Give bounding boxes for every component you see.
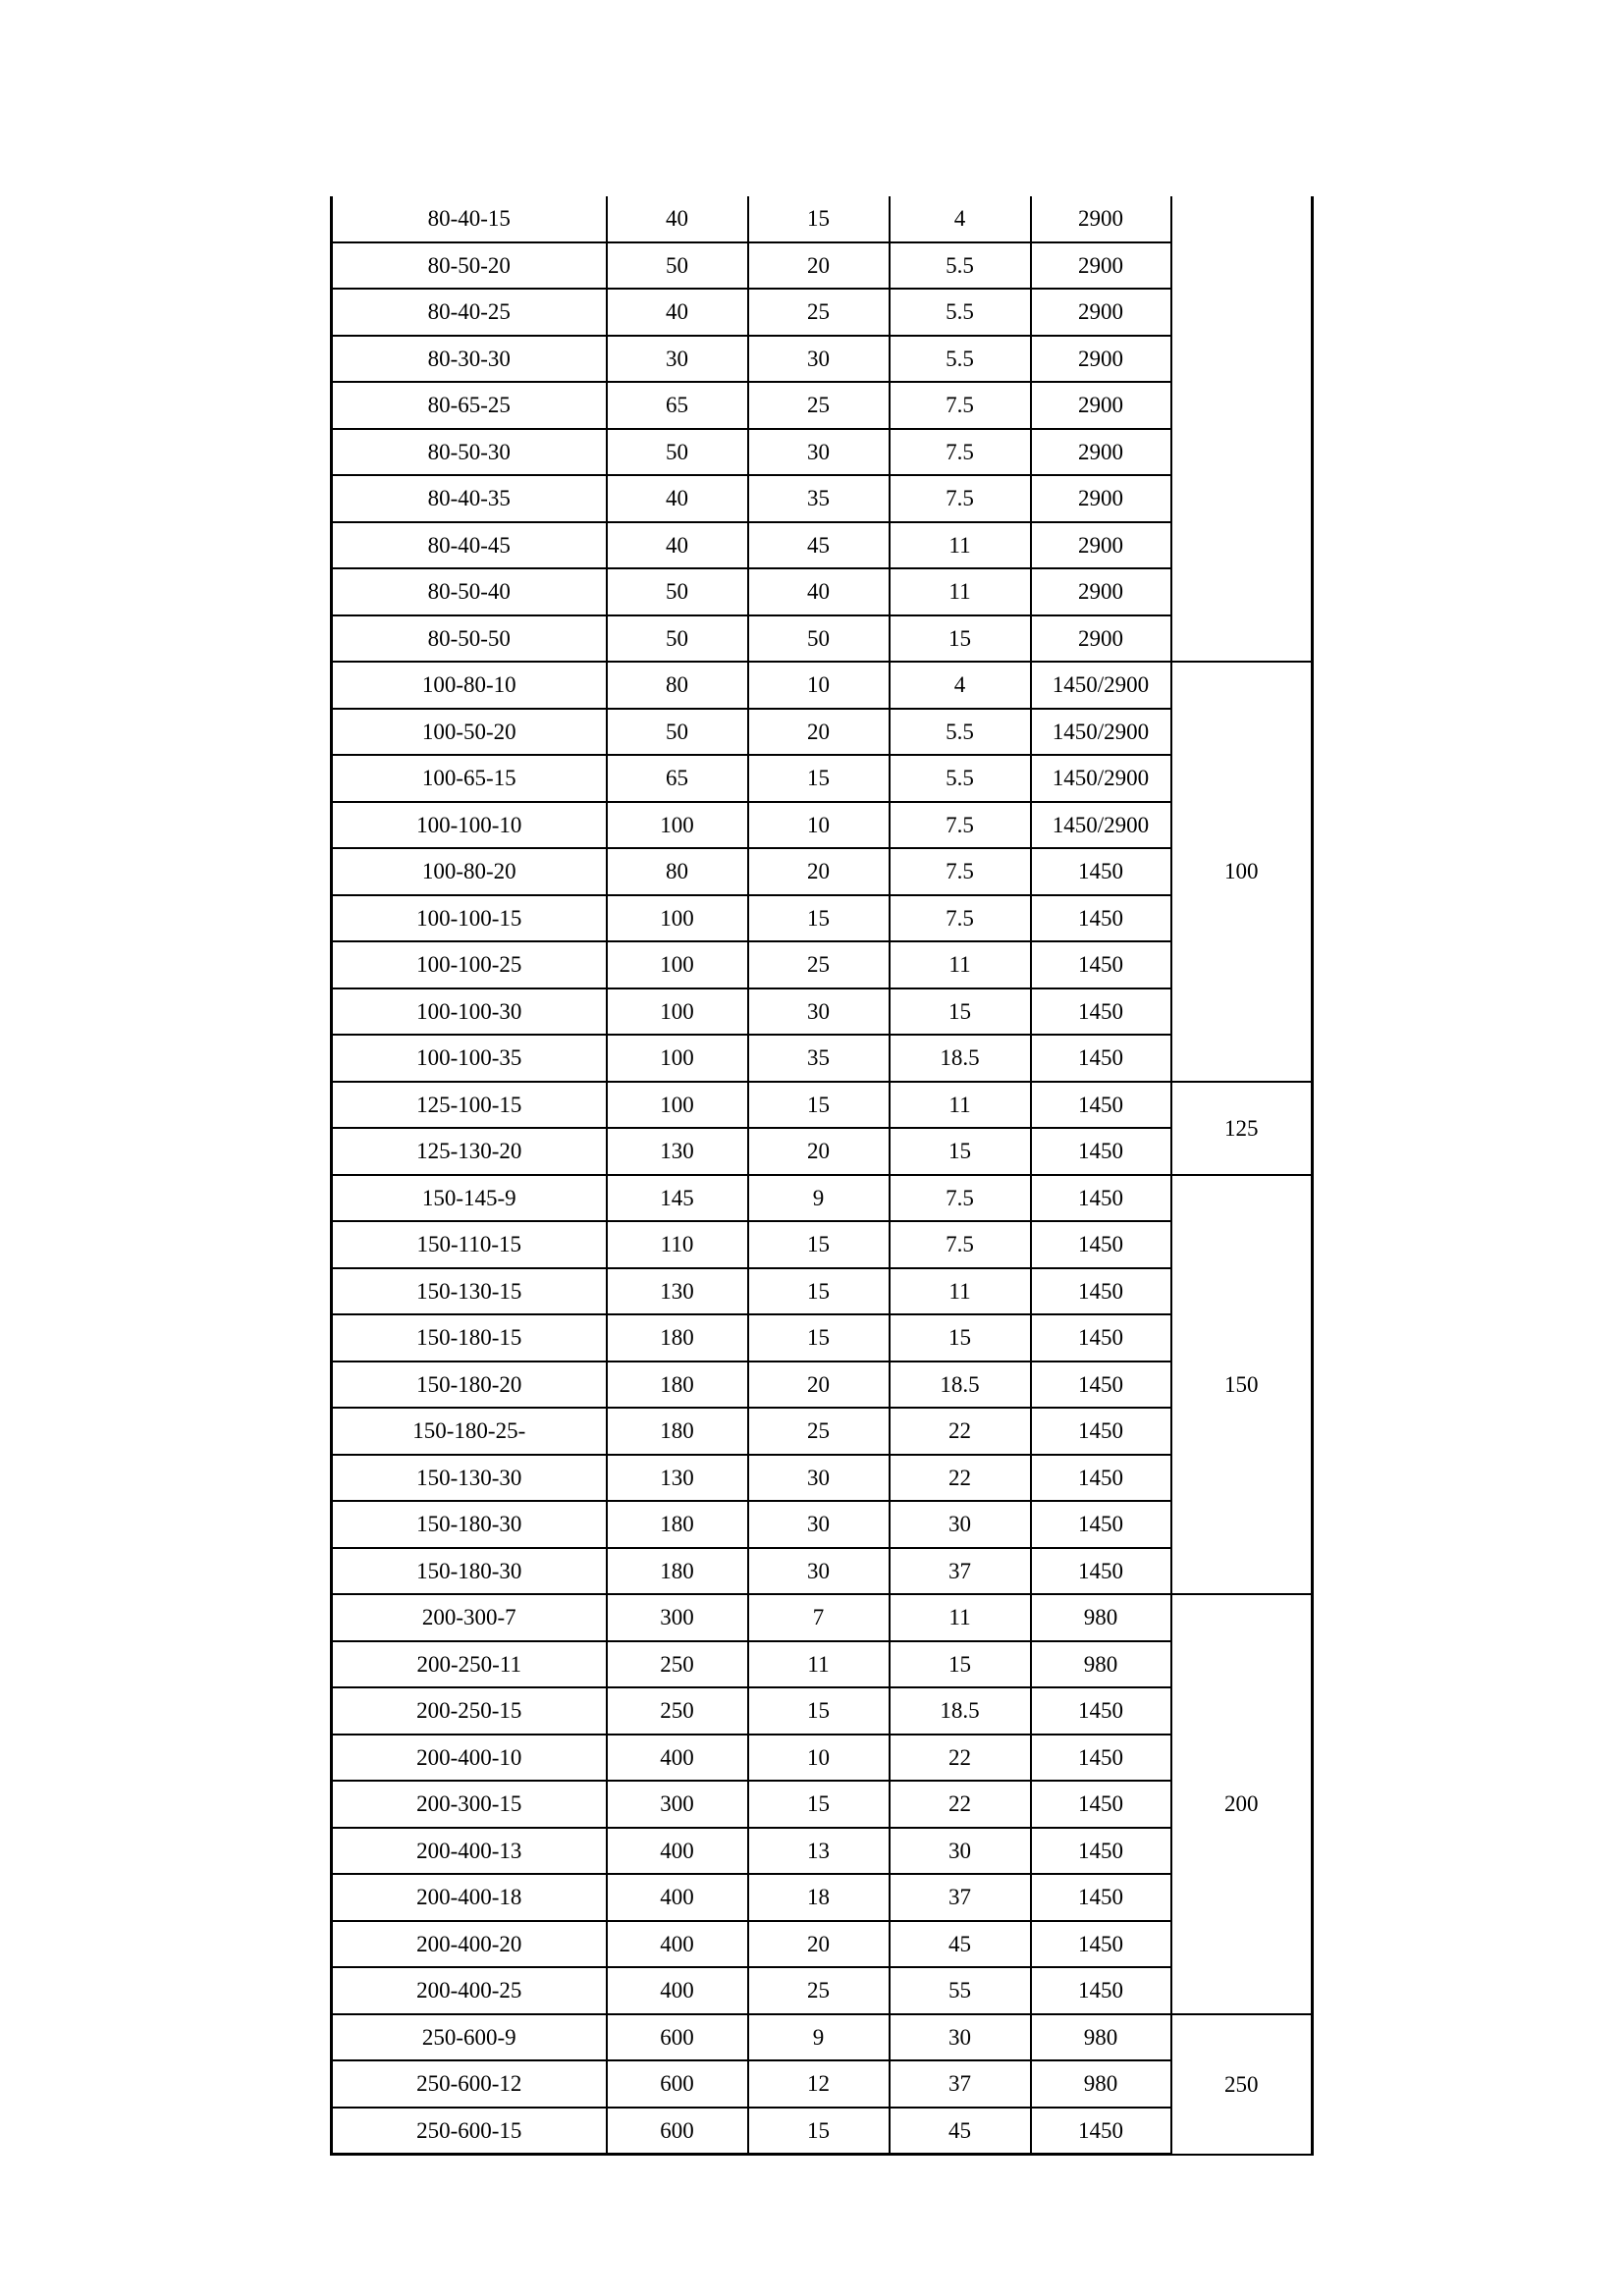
flow-cell: 400 [607, 1921, 748, 1968]
speed-cell: 1450 [1031, 1687, 1171, 1735]
power-cell: 22 [890, 1781, 1031, 1828]
head-cell: 50 [748, 615, 890, 663]
model-cell: 150-180-20 [332, 1362, 607, 1409]
table-row [332, 1548, 1313, 1595]
model-cell: 200-300-7 [332, 1594, 607, 1641]
power-cell: 45 [890, 2108, 1031, 2155]
power-cell: 5.5 [890, 289, 1031, 336]
head-cell: 20 [748, 848, 890, 895]
power-cell: 18.5 [890, 1362, 1031, 1409]
model-cell: 250-600-9 [332, 2014, 607, 2061]
flow-cell: 80 [607, 662, 748, 709]
head-cell: 20 [748, 709, 890, 756]
table-row [332, 1362, 1313, 1409]
flow-cell: 180 [607, 1408, 748, 1455]
table-row [332, 196, 1313, 242]
speed-cell: 1450 [1031, 988, 1171, 1036]
table-row [332, 1967, 1313, 2014]
table-row [332, 242, 1313, 290]
speed-cell: 2900 [1031, 429, 1171, 476]
speed-cell: 1450 [1031, 941, 1171, 988]
table-row [332, 1314, 1313, 1362]
flow-cell: 600 [607, 2060, 748, 2108]
power-cell: 11 [890, 568, 1031, 615]
power-cell: 11 [890, 1268, 1031, 1315]
speed-cell: 2900 [1031, 242, 1171, 290]
pump-spec-table [330, 196, 1314, 2156]
head-cell: 25 [748, 941, 890, 988]
table-row [332, 1735, 1313, 1782]
flow-cell: 600 [607, 2108, 748, 2155]
model-cell: 150-180-30 [332, 1548, 607, 1595]
speed-cell: 1450 [1031, 1362, 1171, 1409]
speed-cell: 1450 [1031, 1501, 1171, 1548]
flow-cell: 180 [607, 1362, 748, 1409]
head-cell: 9 [748, 2014, 890, 2061]
table-row [332, 475, 1313, 522]
flow-cell: 100 [607, 1082, 748, 1129]
flow-cell: 400 [607, 1735, 748, 1782]
speed-cell: 1450 [1031, 1548, 1171, 1595]
speed-cell: 1450 [1031, 848, 1171, 895]
caliber-group-cell: 100 [1171, 662, 1313, 1082]
head-cell: 7 [748, 1594, 890, 1641]
power-cell: 7.5 [890, 802, 1031, 849]
table-row [332, 382, 1313, 429]
table-row [332, 802, 1313, 849]
model-cell: 100-100-30 [332, 988, 607, 1036]
flow-cell: 40 [607, 289, 748, 336]
speed-cell: 980 [1031, 1594, 1171, 1641]
flow-cell: 600 [607, 2014, 748, 2061]
head-cell: 30 [748, 1548, 890, 1595]
speed-cell: 2900 [1031, 289, 1171, 336]
model-cell: 150-180-30 [332, 1501, 607, 1548]
model-cell: 100-100-15 [332, 895, 607, 942]
flow-cell: 130 [607, 1455, 748, 1502]
model-cell: 200-400-25 [332, 1967, 607, 2014]
power-cell: 5.5 [890, 336, 1031, 383]
power-cell: 45 [890, 1921, 1031, 1968]
head-cell: 15 [748, 2108, 890, 2155]
model-cell: 125-130-20 [332, 1128, 607, 1175]
table-row [332, 941, 1313, 988]
power-cell: 22 [890, 1735, 1031, 1782]
table-row [332, 1221, 1313, 1268]
table-row [332, 429, 1313, 476]
table-row [332, 662, 1313, 709]
model-cell: 200-250-11 [332, 1641, 607, 1688]
speed-cell: 1450 [1031, 1268, 1171, 1315]
power-cell: 11 [890, 522, 1031, 569]
flow-cell: 50 [607, 568, 748, 615]
table-row [332, 988, 1313, 1036]
head-cell: 30 [748, 1501, 890, 1548]
flow-cell: 300 [607, 1594, 748, 1641]
power-cell: 37 [890, 2060, 1031, 2108]
speed-cell: 1450 [1031, 1828, 1171, 1875]
speed-cell: 2900 [1031, 196, 1171, 242]
model-cell: 150-130-15 [332, 1268, 607, 1315]
flow-cell: 130 [607, 1268, 748, 1315]
table-row [332, 1501, 1313, 1548]
flow-cell: 50 [607, 242, 748, 290]
table-row [332, 2014, 1313, 2061]
power-cell: 11 [890, 1082, 1031, 1129]
table-row [332, 1641, 1313, 1688]
model-cell: 125-100-15 [332, 1082, 607, 1129]
head-cell: 20 [748, 1128, 890, 1175]
table-row [332, 2108, 1313, 2155]
flow-cell: 180 [607, 1501, 748, 1548]
table-row [332, 895, 1313, 942]
flow-cell: 100 [607, 988, 748, 1036]
caliber-group-cell: 250 [1171, 2014, 1313, 2155]
model-cell: 100-100-35 [332, 1035, 607, 1082]
model-cell: 150-180-15 [332, 1314, 607, 1362]
head-cell: 45 [748, 522, 890, 569]
flow-cell: 145 [607, 1175, 748, 1222]
model-cell: 200-400-20 [332, 1921, 607, 1968]
speed-cell: 980 [1031, 2060, 1171, 2108]
flow-cell: 40 [607, 196, 748, 242]
flow-cell: 250 [607, 1687, 748, 1735]
model-cell: 80-50-30 [332, 429, 607, 476]
model-cell: 80-50-20 [332, 242, 607, 290]
speed-cell: 1450 [1031, 1314, 1171, 1362]
speed-cell: 1450/2900 [1031, 662, 1171, 709]
head-cell: 11 [748, 1641, 890, 1688]
head-cell: 15 [748, 1221, 890, 1268]
speed-cell: 2900 [1031, 615, 1171, 663]
flow-cell: 180 [607, 1548, 748, 1595]
table-row [332, 1594, 1313, 1641]
flow-cell: 50 [607, 429, 748, 476]
power-cell: 15 [890, 615, 1031, 663]
table-row [332, 568, 1313, 615]
speed-cell: 2900 [1031, 336, 1171, 383]
table-row [332, 2060, 1313, 2108]
head-cell: 30 [748, 336, 890, 383]
speed-cell: 980 [1031, 1641, 1171, 1688]
power-cell: 15 [890, 988, 1031, 1036]
head-cell: 35 [748, 475, 890, 522]
flow-cell: 80 [607, 848, 748, 895]
head-cell: 13 [748, 1828, 890, 1875]
table-row [332, 1828, 1313, 1875]
power-cell: 30 [890, 1501, 1031, 1548]
flow-cell: 100 [607, 941, 748, 988]
speed-cell: 1450 [1031, 1408, 1171, 1455]
power-cell: 30 [890, 1828, 1031, 1875]
flow-cell: 30 [607, 336, 748, 383]
flow-cell: 180 [607, 1314, 748, 1362]
speed-cell: 980 [1031, 2014, 1171, 2061]
table-row [332, 1455, 1313, 1502]
table-row [332, 1687, 1313, 1735]
head-cell: 25 [748, 382, 890, 429]
head-cell: 15 [748, 755, 890, 802]
flow-cell: 40 [607, 522, 748, 569]
table-row [332, 1082, 1313, 1129]
table-row [332, 1874, 1313, 1921]
power-cell: 15 [890, 1128, 1031, 1175]
model-cell: 150-145-9 [332, 1175, 607, 1222]
table-row [332, 1268, 1313, 1315]
speed-cell: 1450 [1031, 1455, 1171, 1502]
head-cell: 15 [748, 1268, 890, 1315]
model-cell: 150-130-30 [332, 1455, 607, 1502]
caliber-group-cell: 200 [1171, 1594, 1313, 2014]
power-cell: 18.5 [890, 1035, 1031, 1082]
flow-cell: 130 [607, 1128, 748, 1175]
head-cell: 30 [748, 429, 890, 476]
flow-cell: 110 [607, 1221, 748, 1268]
model-cell: 80-30-30 [332, 336, 607, 383]
table-row [332, 1128, 1313, 1175]
model-cell: 100-100-10 [332, 802, 607, 849]
model-cell: 80-50-40 [332, 568, 607, 615]
power-cell: 7.5 [890, 895, 1031, 942]
model-cell: 100-65-15 [332, 755, 607, 802]
head-cell: 15 [748, 1781, 890, 1828]
power-cell: 4 [890, 662, 1031, 709]
speed-cell: 1450/2900 [1031, 802, 1171, 849]
power-cell: 5.5 [890, 709, 1031, 756]
model-cell: 80-40-15 [332, 196, 607, 242]
model-cell: 200-400-18 [332, 1874, 607, 1921]
speed-cell: 1450 [1031, 1128, 1171, 1175]
flow-cell: 40 [607, 475, 748, 522]
head-cell: 25 [748, 1967, 890, 2014]
power-cell: 18.5 [890, 1687, 1031, 1735]
speed-cell: 2900 [1031, 568, 1171, 615]
head-cell: 15 [748, 895, 890, 942]
head-cell: 25 [748, 289, 890, 336]
power-cell: 7.5 [890, 475, 1031, 522]
speed-cell: 2900 [1031, 382, 1171, 429]
model-cell: 200-250-15 [332, 1687, 607, 1735]
head-cell: 10 [748, 802, 890, 849]
head-cell: 30 [748, 1455, 890, 1502]
head-cell: 40 [748, 568, 890, 615]
caliber-group-cell: 150 [1171, 1175, 1313, 1595]
power-cell: 37 [890, 1548, 1031, 1595]
table-row [332, 1408, 1313, 1455]
flow-cell: 400 [607, 1967, 748, 2014]
speed-cell: 1450 [1031, 1221, 1171, 1268]
power-cell: 5.5 [890, 242, 1031, 290]
speed-cell: 1450 [1031, 1874, 1171, 1921]
head-cell: 10 [748, 662, 890, 709]
table-row [332, 522, 1313, 569]
table-row [332, 1035, 1313, 1082]
speed-cell: 1450 [1031, 895, 1171, 942]
table-row [332, 755, 1313, 802]
power-cell: 15 [890, 1641, 1031, 1688]
model-cell: 80-50-50 [332, 615, 607, 663]
model-cell: 150-110-15 [332, 1221, 607, 1268]
table-row [332, 289, 1313, 336]
power-cell: 22 [890, 1455, 1031, 1502]
flow-cell: 300 [607, 1781, 748, 1828]
head-cell: 18 [748, 1874, 890, 1921]
model-cell: 150-180-25- [332, 1408, 607, 1455]
caliber-group-cell [1171, 196, 1313, 662]
head-cell: 35 [748, 1035, 890, 1082]
head-cell: 15 [748, 196, 890, 242]
head-cell: 20 [748, 1362, 890, 1409]
speed-cell: 1450 [1031, 1967, 1171, 2014]
speed-cell: 1450/2900 [1031, 709, 1171, 756]
speed-cell: 1450 [1031, 1921, 1171, 1968]
speed-cell: 1450/2900 [1031, 755, 1171, 802]
power-cell: 37 [890, 1874, 1031, 1921]
model-cell: 100-80-10 [332, 662, 607, 709]
power-cell: 15 [890, 1314, 1031, 1362]
power-cell: 4 [890, 196, 1031, 242]
flow-cell: 100 [607, 802, 748, 849]
table-row [332, 1175, 1313, 1222]
head-cell: 15 [748, 1082, 890, 1129]
head-cell: 9 [748, 1175, 890, 1222]
flow-cell: 250 [607, 1641, 748, 1688]
power-cell: 11 [890, 1594, 1031, 1641]
model-cell: 200-400-10 [332, 1735, 607, 1782]
power-cell: 7.5 [890, 1175, 1031, 1222]
power-cell: 7.5 [890, 429, 1031, 476]
table-row [332, 1921, 1313, 1968]
caliber-group-cell: 125 [1171, 1082, 1313, 1175]
table-body [332, 196, 1313, 2155]
flow-cell: 400 [607, 1874, 748, 1921]
flow-cell: 50 [607, 615, 748, 663]
table-row [332, 1781, 1313, 1828]
speed-cell: 1450 [1031, 1735, 1171, 1782]
power-cell: 7.5 [890, 848, 1031, 895]
head-cell: 25 [748, 1408, 890, 1455]
flow-cell: 65 [607, 382, 748, 429]
speed-cell: 2900 [1031, 522, 1171, 569]
speed-cell: 1450 [1031, 1035, 1171, 1082]
model-cell: 100-80-20 [332, 848, 607, 895]
head-cell: 10 [748, 1735, 890, 1782]
flow-cell: 50 [607, 709, 748, 756]
flow-cell: 400 [607, 1828, 748, 1875]
power-cell: 7.5 [890, 382, 1031, 429]
power-cell: 22 [890, 1408, 1031, 1455]
table-row [332, 848, 1313, 895]
head-cell: 12 [748, 2060, 890, 2108]
head-cell: 15 [748, 1687, 890, 1735]
speed-cell: 1450 [1031, 1175, 1171, 1222]
model-cell: 80-40-35 [332, 475, 607, 522]
model-cell: 100-50-20 [332, 709, 607, 756]
model-cell: 200-400-13 [332, 1828, 607, 1875]
power-cell: 11 [890, 941, 1031, 988]
head-cell: 30 [748, 988, 890, 1036]
model-cell: 250-600-12 [332, 2060, 607, 2108]
model-cell: 100-100-25 [332, 941, 607, 988]
model-cell: 80-40-25 [332, 289, 607, 336]
flow-cell: 100 [607, 895, 748, 942]
model-cell: 250-600-15 [332, 2108, 607, 2155]
model-cell: 200-300-15 [332, 1781, 607, 1828]
power-cell: 30 [890, 2014, 1031, 2061]
speed-cell: 1450 [1031, 1082, 1171, 1129]
power-cell: 55 [890, 1967, 1031, 2014]
model-cell: 80-65-25 [332, 382, 607, 429]
speed-cell: 1450 [1031, 2108, 1171, 2155]
head-cell: 20 [748, 1921, 890, 1968]
flow-cell: 100 [607, 1035, 748, 1082]
table-row [332, 709, 1313, 756]
table-row [332, 336, 1313, 383]
power-cell: 5.5 [890, 755, 1031, 802]
table-row [332, 615, 1313, 663]
speed-cell: 2900 [1031, 475, 1171, 522]
head-cell: 20 [748, 242, 890, 290]
speed-cell: 1450 [1031, 1781, 1171, 1828]
flow-cell: 65 [607, 755, 748, 802]
model-cell: 80-40-45 [332, 522, 607, 569]
head-cell: 15 [748, 1314, 890, 1362]
power-cell: 7.5 [890, 1221, 1031, 1268]
